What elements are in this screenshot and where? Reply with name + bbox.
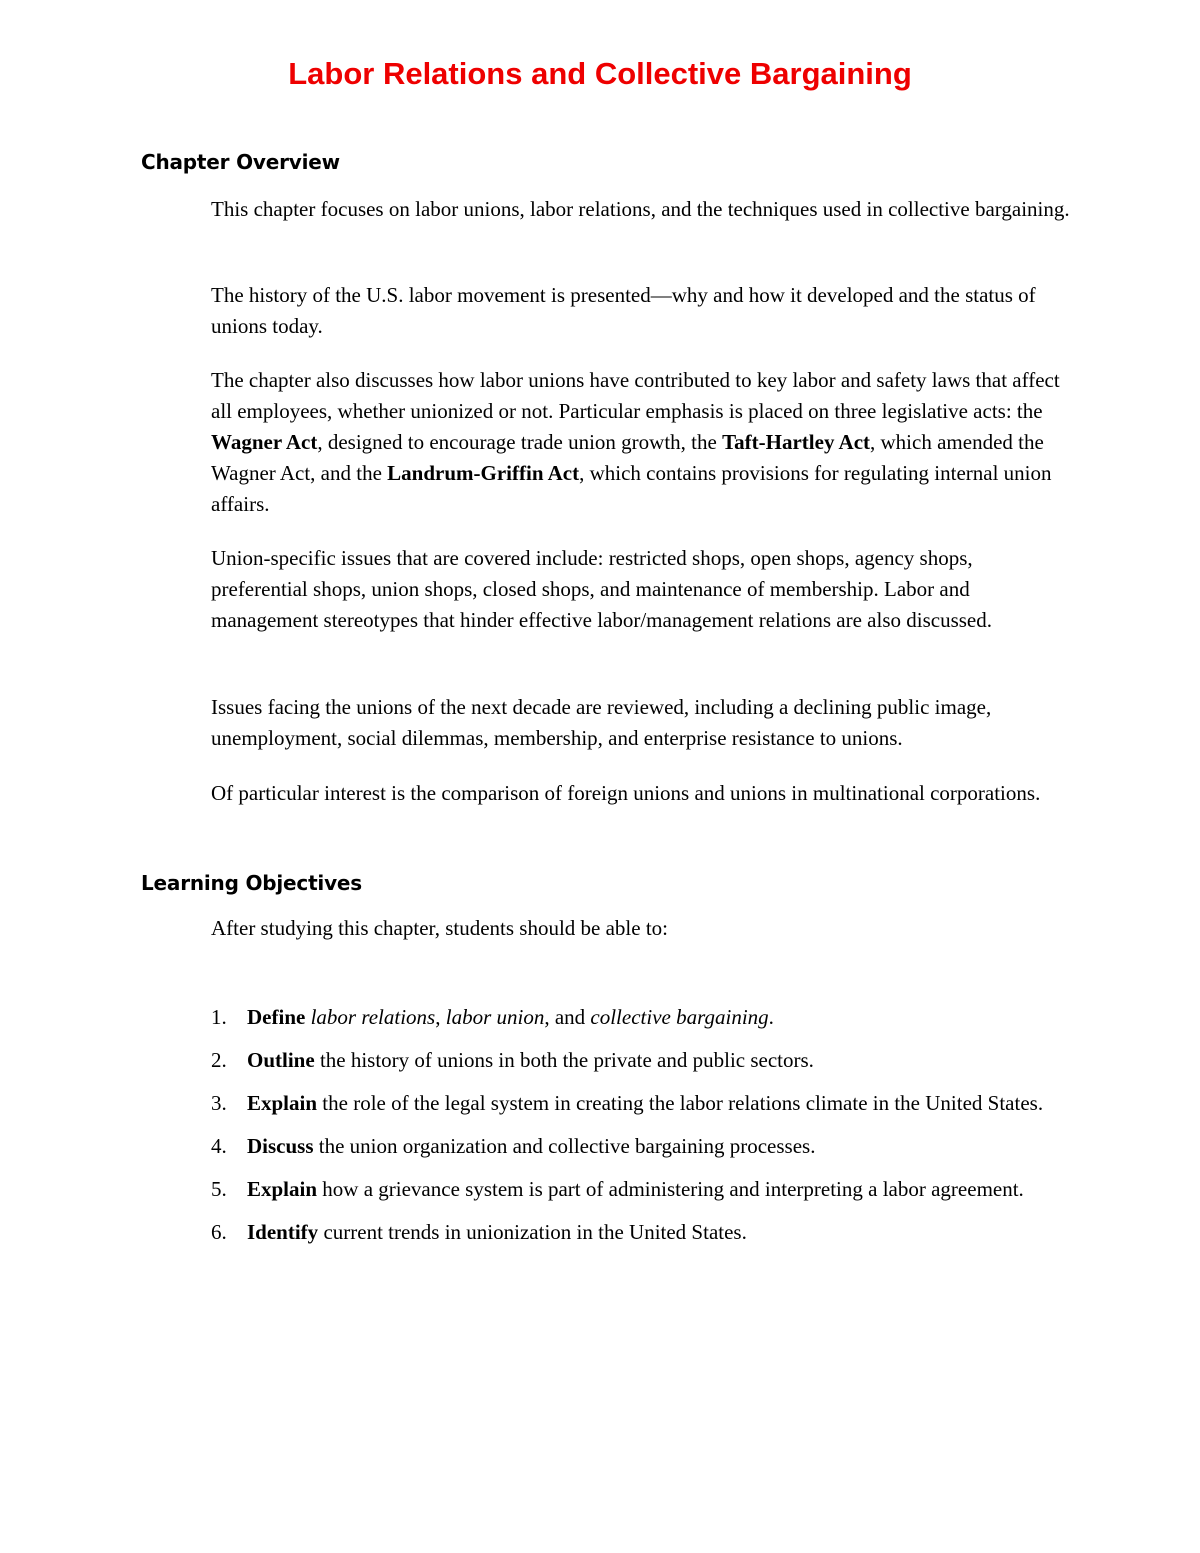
objectives-list	[211, 1002, 1071, 1260]
objective-text	[247, 1045, 1071, 1076]
collective-bargaining-term: collective bargaining	[590, 1005, 769, 1029]
objective-text	[247, 1131, 1071, 1162]
objective-text	[247, 1088, 1071, 1119]
landrum-griffin-act-term: Landrum-Griffin Act	[387, 461, 580, 485]
objective-description: the role of the legal system in creating the labor relations climate in the United States.	[317, 1091, 1044, 1115]
objective-verb: Identify	[247, 1220, 319, 1244]
overview-paragraph-2: The history of the U.S. labor movement is presented—why and how it developed and the status of unions today.	[211, 283, 1036, 338]
objective-number: 4.	[211, 1134, 227, 1158]
objective-verb: Explain	[247, 1177, 318, 1201]
objective-text	[247, 1002, 1071, 1033]
overview-paragraph-3	[211, 365, 1071, 520]
objective-number: 1.	[211, 1005, 227, 1029]
learning-objectives-heading: Learning Objectives	[141, 871, 362, 895]
objectives-intro: After studying this chapter, students should be able to:	[211, 916, 668, 940]
objective-verb: Define	[247, 1005, 306, 1029]
overview-paragraph-3-text: The chapter also discusses how labor unions have contributed to key labor and safety laws that affect all employees, whether unionized or not. Particular emphasis is placed on three legislative acts: the	[211, 368, 1060, 423]
objective-item-3	[211, 1088, 1071, 1119]
objective-item-5	[211, 1174, 1071, 1205]
objective-separator: , and	[544, 1005, 591, 1029]
objective-verb: Explain	[247, 1091, 318, 1115]
objective-description: current trends in unionization in the United States.	[318, 1220, 747, 1244]
objective-item-1	[211, 1002, 1071, 1033]
document-title: Labor Relations and Collective Bargaining	[288, 56, 912, 91]
taft-hartley-act-term: Taft-Hartley Act	[722, 430, 871, 454]
objective-number: 5.	[211, 1177, 227, 1201]
objective-separator: ,	[435, 1005, 446, 1029]
objective-text	[247, 1174, 1071, 1205]
overview-paragraph-3-text: , which contains provisions for regulating internal union affairs.	[211, 461, 1052, 516]
wagner-act-term: Wagner Act	[211, 430, 318, 454]
objective-verb: Outline	[247, 1048, 315, 1072]
objective-item-2	[211, 1045, 1071, 1076]
objective-number: 3.	[211, 1091, 227, 1115]
objective-item-4	[211, 1131, 1071, 1162]
objective-description: the history of unions in both the private and public sectors.	[314, 1048, 814, 1072]
overview-paragraph-4: Union-specific issues that are covered include: restricted shops, open shops, agency shops, preferential shops, union shops, closed shops, and maintenance of membership. Labor and management stereotypes that hinder effective labor/management relations are also discussed.	[211, 546, 992, 632]
objective-description: how a grievance system is part of administering and interpreting a labor agreement.	[317, 1177, 1024, 1201]
labor-union-term: labor union	[445, 1005, 545, 1029]
objective-item-6	[211, 1217, 1071, 1248]
objective-separator: .	[768, 1005, 774, 1029]
overview-paragraph-3-text: , which amended the Wagner Act, and the	[211, 430, 1044, 485]
chapter-overview-heading: Chapter Overview	[141, 150, 340, 174]
overview-paragraph-3-text: , designed to encourage trade union growth, the	[317, 430, 723, 454]
objective-text	[247, 1217, 1071, 1248]
labor-relations-term: labor relations	[310, 1005, 436, 1029]
overview-paragraph-5: Issues facing the unions of the next decade are reviewed, including a declining public image, unemployment, social dilemmas, membership, and enterprise resistance to unions.	[211, 695, 992, 750]
objective-verb: Discuss	[247, 1134, 314, 1158]
overview-paragraph-6: Of particular interest is the comparison of foreign unions and unions in multinational corporations.	[211, 781, 1041, 805]
objective-description: the union organization and collective bargaining processes.	[313, 1134, 816, 1158]
objective-number: 2.	[211, 1048, 227, 1072]
overview-paragraph-1: This chapter focuses on labor unions, labor relations, and the techniques used in collective bargaining.	[211, 197, 1070, 221]
objective-number: 6.	[211, 1220, 227, 1244]
